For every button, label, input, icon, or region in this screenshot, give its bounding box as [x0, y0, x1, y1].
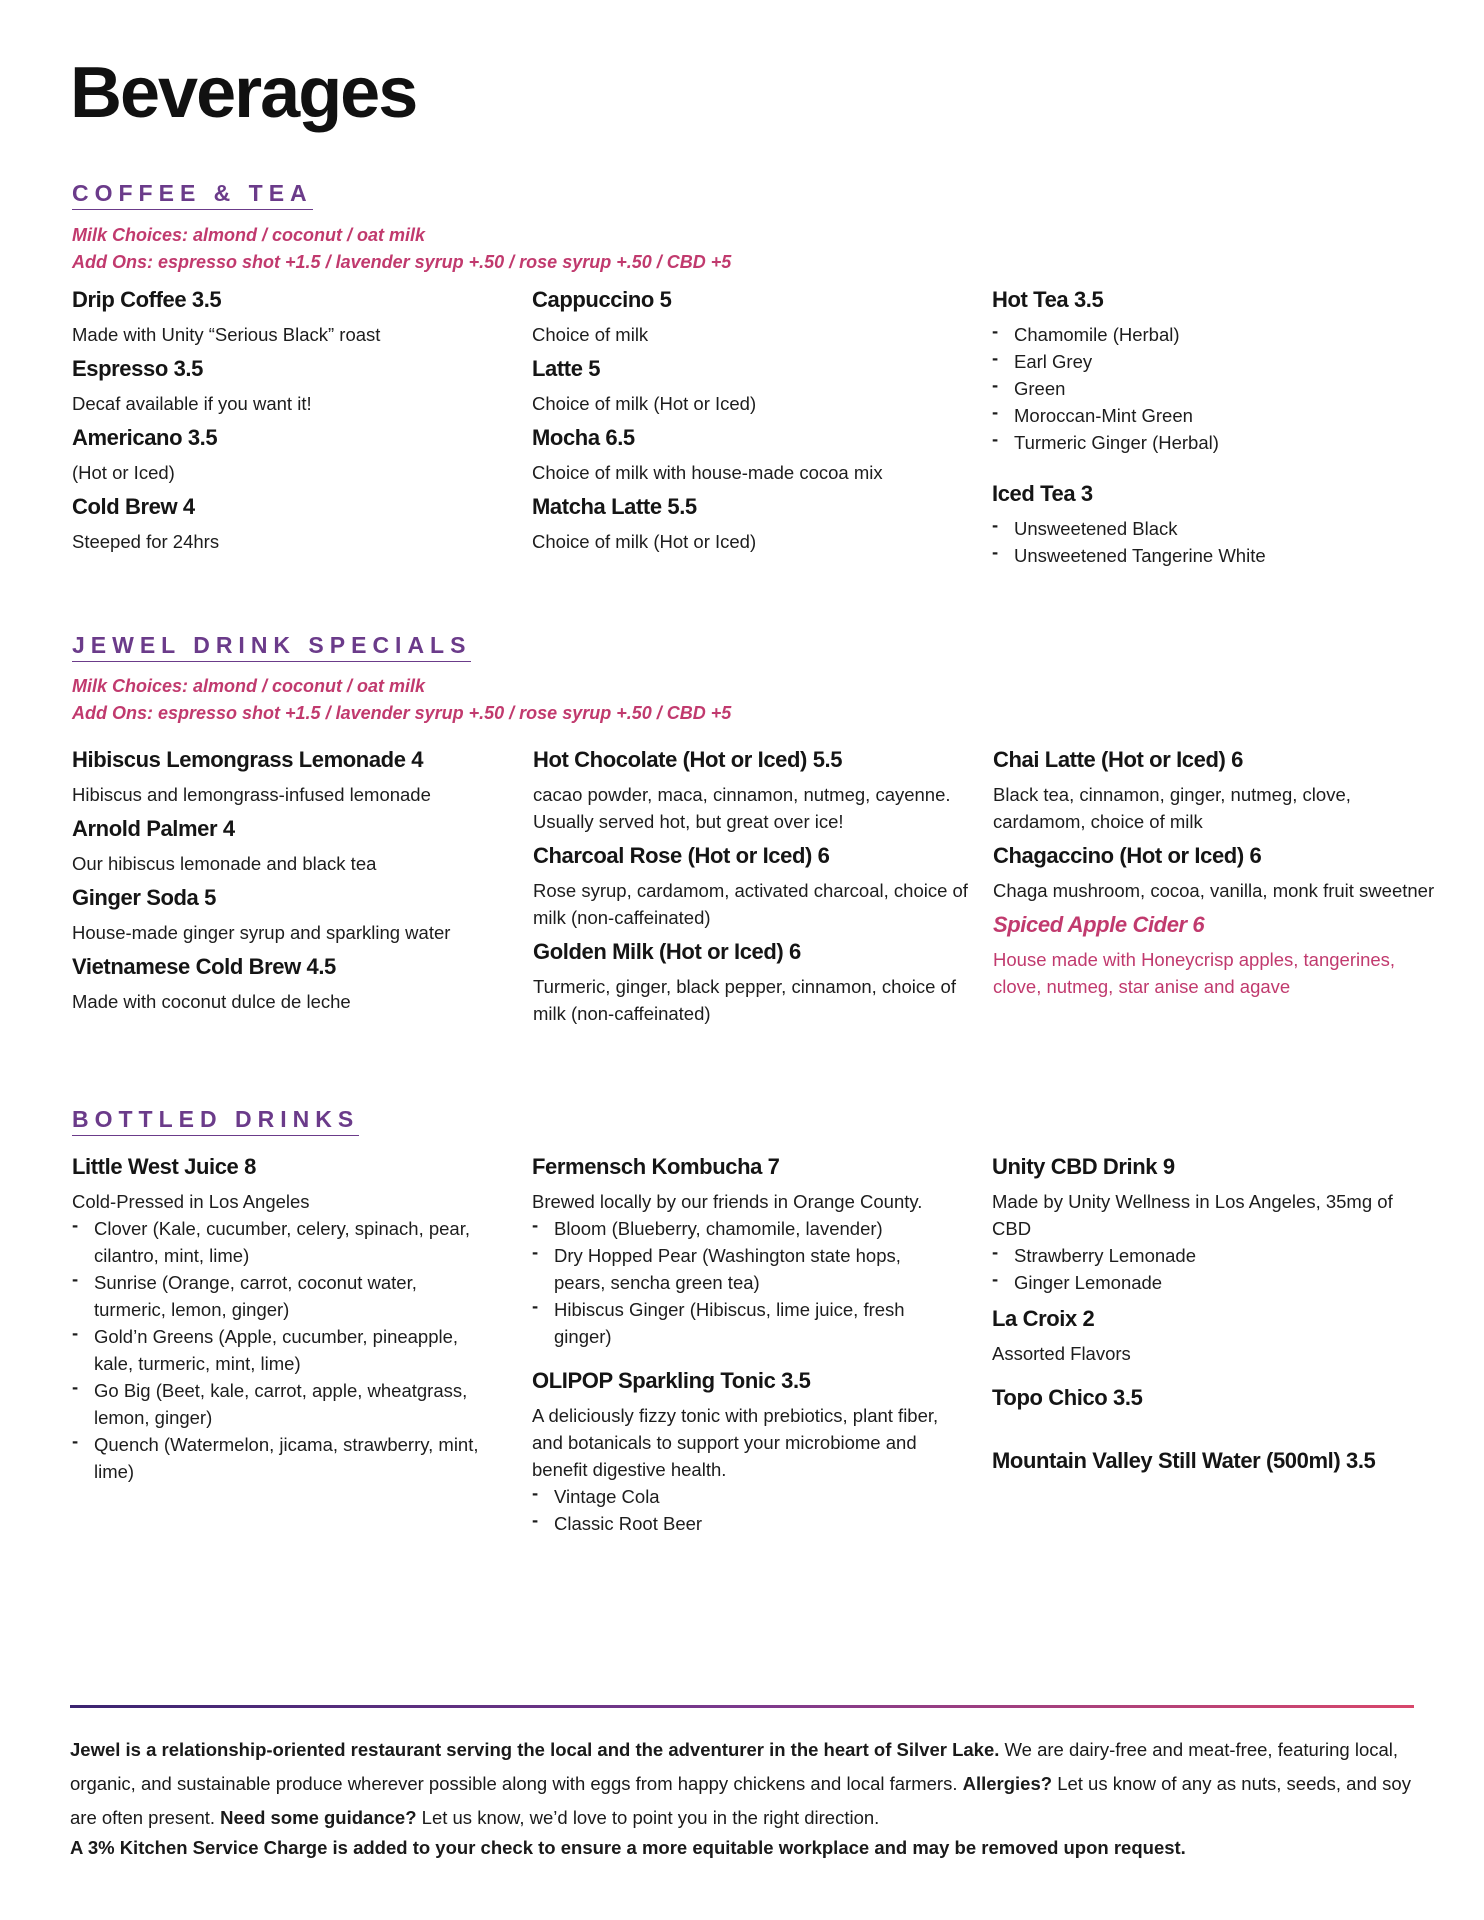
menu-item	[72, 952, 522, 1015]
intro-text: We are dairy-free and meat-free, featuring local, organic, and sustainable produce wherever possible along with eggs from happy chickens and local farmers.	[70, 1739, 1399, 1794]
item-description: House-made ginger syrup and sparkling water	[72, 922, 451, 943]
cbd-options	[992, 1242, 1422, 1296]
item-name: Iced Tea 3	[992, 481, 1093, 506]
list-item: - Green	[992, 375, 1442, 402]
list-item: - Clover (Kale, cucumber, celery, spinach, pear, cilantro, mint, lime)	[72, 1215, 492, 1269]
jewel-specials-notes	[72, 673, 731, 727]
menu-item	[532, 1152, 982, 1350]
item-name: Ginger Soda 5	[72, 885, 216, 910]
bottled-column-1	[72, 1152, 522, 1485]
item-name: Little West Juice 8	[72, 1154, 256, 1179]
intro-bold: Jewel is a relationship-oriented restaurant serving the local and the adventurer in the heart of Silver Lake.	[70, 1739, 1000, 1760]
list-item: - Dry Hopped Pear (Washington state hops, pears, sencha green tea)	[532, 1242, 952, 1296]
olipop-options	[532, 1483, 962, 1537]
item-description: Choice of milk (Hot or Iced)	[532, 531, 757, 552]
add-ons-note: Add Ons: espresso shot +1.5 / lavender syrup +.50 / rose syrup +.50 / CBD +5	[72, 703, 732, 723]
item-description: Black tea, cinnamon, ginger, nutmeg, clove, cardamom, choice of milk	[993, 784, 1351, 832]
item-name: Espresso 3.5	[72, 356, 203, 381]
item-name: Americano 3.5	[72, 425, 218, 450]
section-heading-coffee-tea: COFFEE & TEA	[72, 180, 313, 210]
juice-options	[72, 1215, 492, 1485]
item-description: Cold-Pressed in Los Angeles	[72, 1191, 310, 1212]
item-name: Spiced Apple Cider 6	[993, 912, 1205, 937]
menu-item	[72, 354, 522, 417]
add-ons-note: Add Ons: espresso shot +1.5 / lavender syrup +.50 / rose syrup +.50 / CBD +5	[72, 252, 732, 272]
item-description: Turmeric, ginger, black pepper, cinnamon, choice of milk (non-caffeinated)	[533, 976, 956, 1024]
item-description: Choice of milk with house-made cocoa mix	[532, 462, 883, 483]
item-name: Arnold Palmer 4	[72, 816, 235, 841]
specials-column-2	[533, 745, 983, 1033]
item-description: (Hot or Iced)	[72, 462, 175, 483]
list-item: - Hibiscus Ginger (Hibiscus, lime juice, fresh ginger)	[532, 1296, 952, 1350]
specials-column-3	[993, 745, 1443, 1006]
menu-item	[533, 937, 983, 1027]
item-name: Mocha 6.5	[532, 425, 635, 450]
item-description: House made with Honeycrisp apples, tangerines, clove, nutmeg, star anise and agave	[993, 949, 1396, 997]
item-description: Choice of milk (Hot or Iced)	[532, 393, 757, 414]
item-description: Choice of milk	[532, 324, 649, 345]
item-description: Decaf available if you want it!	[72, 393, 312, 414]
item-name: Unity CBD Drink 9	[992, 1154, 1175, 1179]
item-name: OLIPOP Sparkling Tonic 3.5	[532, 1368, 811, 1393]
iced-tea-options	[992, 515, 1442, 569]
list-item: - Gold’n Greens (Apple, cucumber, pineapple, kale, turmeric, mint, lime)	[72, 1323, 492, 1377]
coffee-column-1	[72, 285, 522, 561]
footer-divider	[70, 1705, 1414, 1708]
specials-column-1	[72, 745, 522, 1021]
menu-item	[993, 841, 1443, 904]
list-item: - Classic Root Beer	[532, 1510, 962, 1537]
item-description: Made by Unity Wellness in Los Angeles, 35mg of CBD	[992, 1191, 1393, 1239]
footer-paragraph	[70, 1733, 1430, 1835]
item-description: cacao powder, maca, cinnamon, nutmeg, cayenne. Usually served hot, but great over ice!	[533, 784, 951, 832]
menu-item	[992, 1446, 1442, 1476]
menu-item	[992, 1152, 1422, 1296]
item-description: Steeped for 24hrs	[72, 531, 220, 552]
menu-item-hot-tea	[992, 285, 1442, 456]
menu-item	[532, 354, 982, 417]
item-name: Cappuccino 5	[532, 287, 672, 312]
page-title: Beverages	[70, 53, 417, 133]
item-name: Cold Brew 4	[72, 494, 195, 519]
list-item: - Strawberry Lemonade	[992, 1242, 1422, 1269]
menu-item	[72, 814, 522, 877]
guidance-text: Let us know, we’d love to point you in the right direction.	[416, 1807, 880, 1828]
item-name: Hot Tea 3.5	[992, 287, 1104, 312]
item-description: Assorted Flavors	[992, 1343, 1131, 1364]
list-item: - Bloom (Blueberry, chamomile, lavender)	[532, 1215, 952, 1242]
menu-item	[992, 1383, 1442, 1413]
item-description: Our hibiscus lemonade and black tea	[72, 853, 377, 874]
item-description: Made with coconut dulce de leche	[72, 991, 351, 1012]
list-item: - Quench (Watermelon, jicama, strawberry, mint, lime)	[72, 1431, 492, 1485]
menu-item-featured	[993, 910, 1443, 1000]
section-heading-jewel-specials: JEWEL DRINK SPECIALS	[72, 632, 471, 662]
list-item: - Vintage Cola	[532, 1483, 962, 1510]
list-item: - Ginger Lemonade	[992, 1269, 1422, 1296]
list-item: - Unsweetened Black	[992, 515, 1442, 542]
item-name: Golden Milk (Hot or Iced) 6	[533, 939, 801, 964]
item-name: Charcoal Rose (Hot or Iced) 6	[533, 843, 830, 868]
item-description: Made with Unity “Serious Black” roast	[72, 324, 381, 345]
item-name: Fermensch Kombucha 7	[532, 1154, 780, 1179]
coffee-tea-notes	[72, 222, 731, 276]
item-name: La Croix 2	[992, 1306, 1095, 1331]
bottled-column-2	[532, 1152, 982, 1537]
menu-item	[532, 423, 982, 486]
item-name: Mountain Valley Still Water (500ml) 3.5	[992, 1448, 1376, 1473]
menu-item	[533, 745, 983, 835]
item-name: Matcha Latte 5.5	[532, 494, 697, 519]
menu-item	[993, 745, 1443, 835]
item-name: Topo Chico 3.5	[992, 1385, 1143, 1410]
footer-info	[70, 1733, 1430, 1861]
list-item: - Chamomile (Herbal)	[992, 321, 1442, 348]
service-charge-note: A 3% Kitchen Service Charge is added to your check to ensure a more equitable workplace and may be removed upon request.	[70, 1837, 1186, 1858]
menu-item	[72, 745, 522, 808]
item-name: Chagaccino (Hot or Iced) 6	[993, 843, 1262, 868]
list-item: - Go Big (Beet, kale, carrot, apple, wheatgrass, lemon, ginger)	[72, 1377, 492, 1431]
list-item: - Sunrise (Orange, carrot, coconut water, turmeric, lemon, ginger)	[72, 1269, 492, 1323]
menu-item	[532, 1366, 962, 1537]
menu-item	[532, 285, 982, 348]
item-description: A deliciously fizzy tonic with prebiotics, plant fiber, and botanicals to support your microbiome and benefit digestive health.	[532, 1405, 939, 1480]
list-item: - Moroccan-Mint Green	[992, 402, 1442, 429]
menu-item	[532, 492, 982, 555]
menu-item	[72, 883, 522, 946]
menu-item	[992, 1304, 1442, 1367]
menu-item	[533, 841, 983, 931]
menu-item	[72, 1152, 522, 1485]
milk-choices-note: Milk Choices: almond / coconut / oat milk	[72, 676, 426, 696]
item-name: Chai Latte (Hot or Iced) 6	[993, 747, 1243, 772]
allergies-bold: Allergies?	[962, 1773, 1053, 1794]
kombucha-options	[532, 1215, 952, 1350]
bottled-column-3	[992, 1152, 1442, 1476]
item-name: Hot Chocolate (Hot or Iced) 5.5	[533, 747, 843, 772]
list-item: - Turmeric Ginger (Herbal)	[992, 429, 1442, 456]
item-description: Chaga mushroom, cocoa, vanilla, monk fruit sweetner	[993, 880, 1435, 901]
list-item: - Earl Grey	[992, 348, 1442, 375]
item-description: Hibiscus and lemongrass-infused lemonade	[72, 784, 431, 805]
coffee-column-2	[532, 285, 982, 561]
guidance-bold: Need some guidance?	[220, 1807, 417, 1828]
menu-item	[72, 423, 522, 486]
list-item: - Unsweetened Tangerine White	[992, 542, 1442, 569]
coffee-column-3	[992, 285, 1442, 569]
item-name: Hibiscus Lemongrass Lemonade 4	[72, 747, 424, 772]
item-name: Latte 5	[532, 356, 601, 381]
item-name: Drip Coffee 3.5	[72, 287, 222, 312]
menu-item	[72, 285, 522, 348]
menu-item-iced-tea	[992, 479, 1442, 569]
menu-item	[72, 492, 522, 555]
allergies-text: Let us know of any as nuts, seeds, and soy are often present.	[70, 1773, 1411, 1828]
item-description: Brewed locally by our friends in Orange County.	[532, 1191, 923, 1212]
item-description: Rose syrup, cardamom, activated charcoal, choice of milk (non-caffeinated)	[533, 880, 968, 928]
milk-choices-note: Milk Choices: almond / coconut / oat milk	[72, 225, 426, 245]
hot-tea-options	[992, 321, 1442, 456]
item-name: Vietnamese Cold Brew 4.5	[72, 954, 336, 979]
section-heading-bottled-drinks: BOTTLED DRINKS	[72, 1106, 359, 1136]
